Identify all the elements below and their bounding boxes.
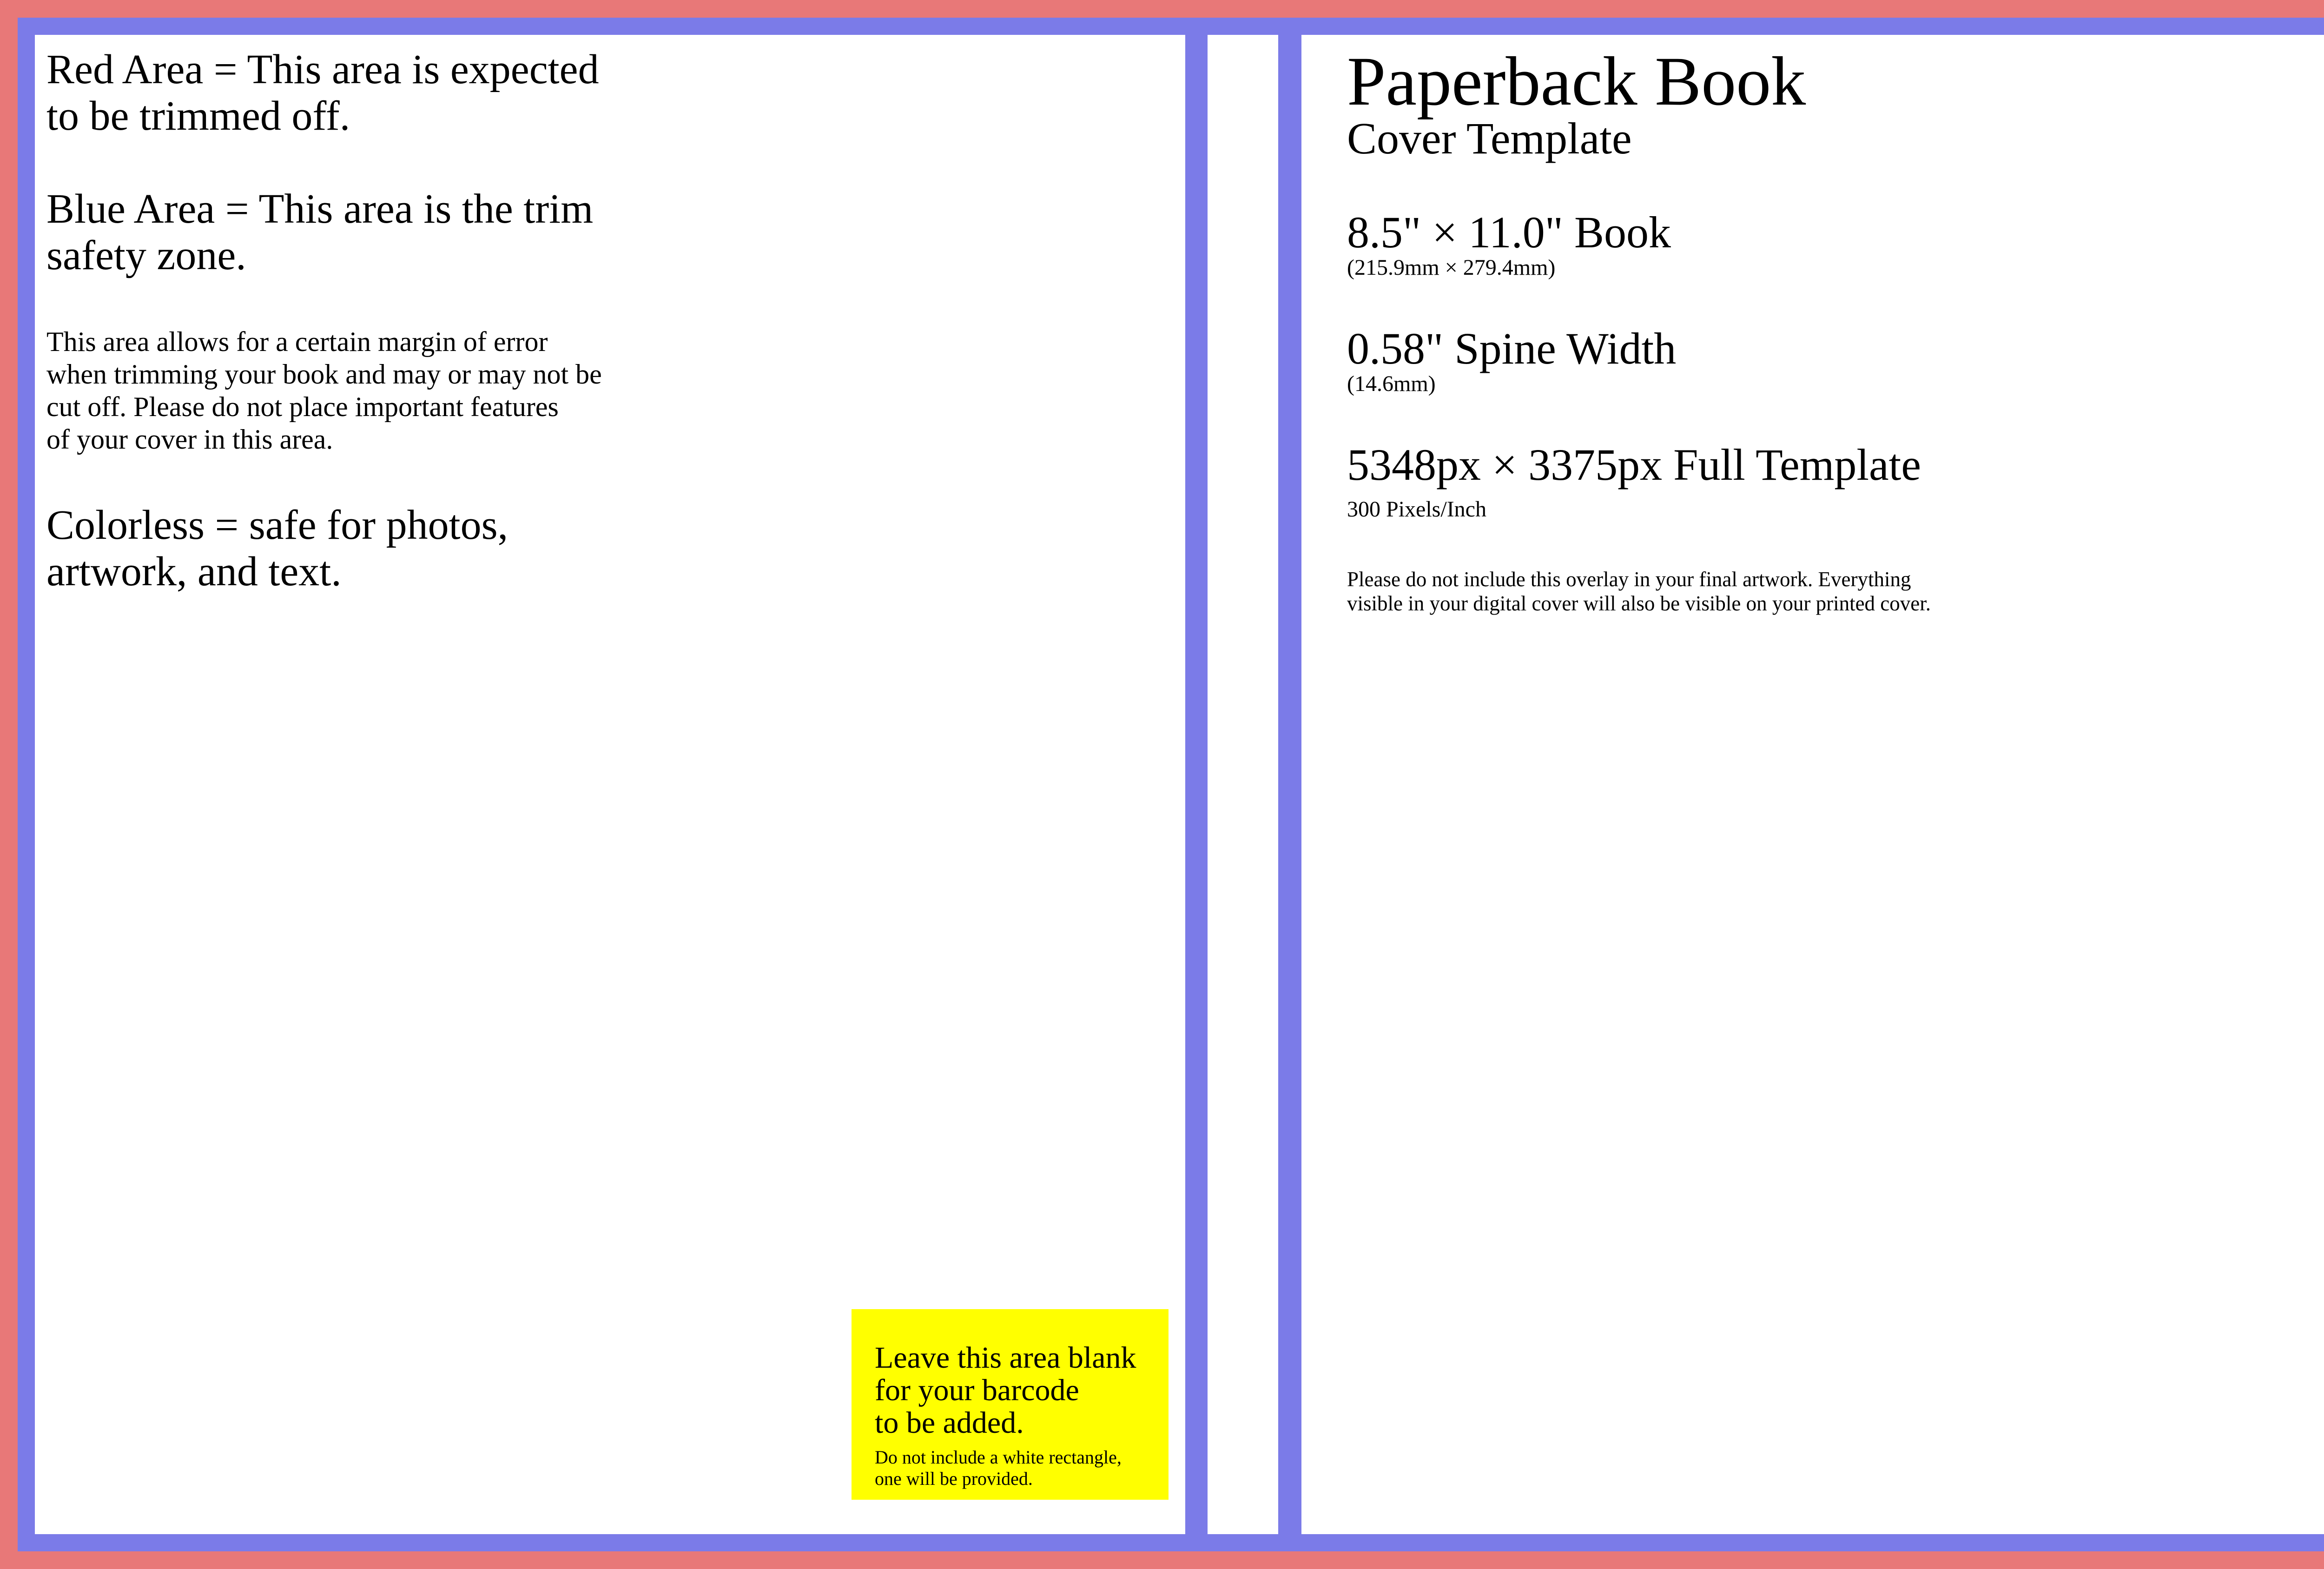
trim-size: 8.5" × 11.0" Book (1347, 207, 1671, 257)
page-subtitle: Cover Template (1347, 113, 1632, 163)
legend-blue-line1: Blue Area = This area is the trim (46, 186, 594, 232)
legend-blue-desc4: of your cover in this area. (46, 424, 333, 455)
barcode-note1: Do not include a white rectangle, (875, 1447, 1122, 1468)
overlay-note-line2: visible in your digital cover will also be visible on your printed cover. (1347, 592, 1931, 615)
barcode-line2: for your barcode (875, 1373, 1079, 1407)
spine-width-metric: (14.6mm) (1347, 371, 1436, 396)
legend-red-line2: to be trimmed off. (46, 93, 350, 139)
trim-size-metric: (215.9mm × 279.4mm) (1347, 255, 1556, 280)
barcode-line1: Leave this area blank (875, 1341, 1136, 1375)
legend-red-line1: Red Area = This area is expected (46, 46, 599, 93)
legend-blue-desc3: cut off. Please do not place important features (46, 391, 559, 422)
spine-safe-area (1208, 35, 1278, 1534)
legend-blue-desc2: when trimming your book and may or may not be (46, 359, 602, 390)
legend-colorless-line1: Colorless = safe for photos, (46, 502, 508, 548)
template-size: 5348px × 3375px Full Template (1347, 440, 1921, 490)
barcode-note2: one will be provided. (875, 1468, 1033, 1489)
legend-blue-desc1: This area allows for a certain margin of error (46, 326, 548, 357)
barcode-line3: to be added. (875, 1406, 1024, 1440)
resolution: 300 Pixels/Inch (1347, 497, 1486, 522)
legend-colorless-line2: artwork, and text. (46, 549, 342, 595)
spine-width: 0.58" Spine Width (1347, 324, 1677, 373)
overlay-note-line1: Please do not include this overlay in your final artwork. Everything (1347, 568, 1911, 591)
page-title: Paperback Book (1347, 43, 1806, 120)
legend-blue-line2: safety zone. (46, 232, 246, 278)
